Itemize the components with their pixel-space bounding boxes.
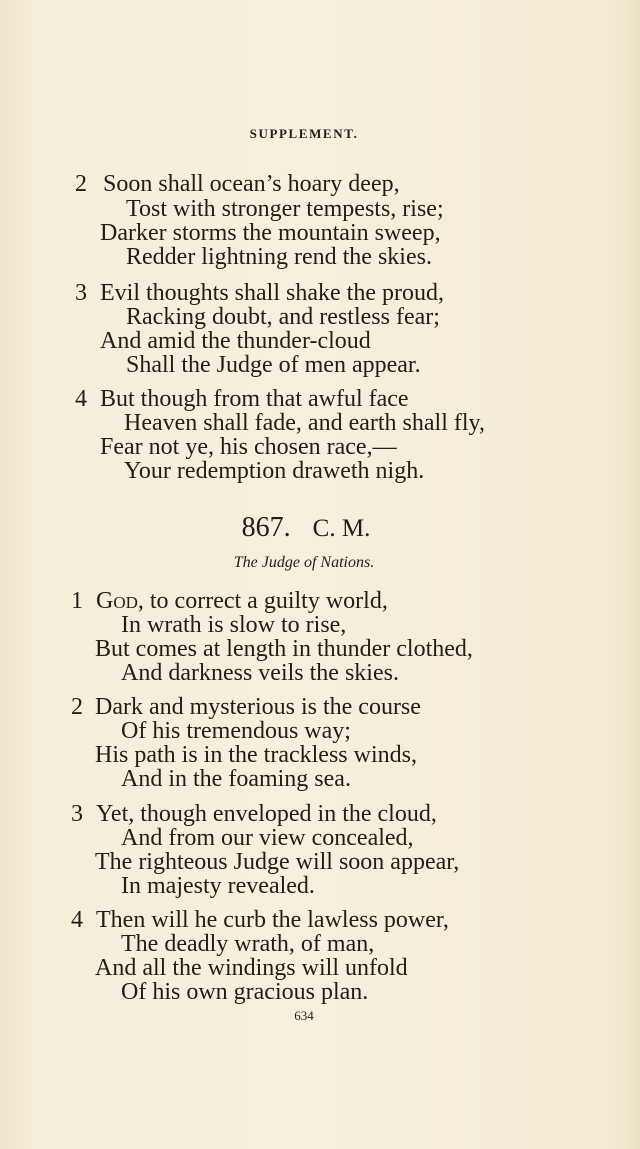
verse-line: But though from that awful face — [100, 386, 409, 412]
verse-line: Dark and mysterious is the course — [95, 694, 421, 720]
page-number: 634 — [294, 1008, 314, 1023]
verse-line: And all the windings will unfold — [95, 955, 408, 981]
verse-line: Racking doubt, and restless fear; — [126, 304, 440, 330]
verse-number: 4 — [71, 907, 83, 933]
first-word-smallcaps: God — [96, 588, 138, 614]
verse-line: And darkness veils the skies. — [121, 660, 399, 686]
verse-line: The deadly wrath, of man, — [121, 931, 375, 957]
verse-line: Darker storms the mountain sweep, — [100, 220, 441, 246]
verse-line: Heaven shall fade, and earth shall fly, — [124, 410, 485, 436]
verse-line-rest: , to correct a guilty world, — [137, 588, 388, 614]
verse-line: Yet, though enveloped in the cloud, — [96, 801, 437, 827]
verse-number: 2 — [75, 171, 87, 197]
hymn-heading — [0, 511, 626, 546]
verse-line: But comes at length in thunder clothed, — [95, 636, 473, 662]
verse-line: Fear not ye, his chosen race,— — [100, 434, 397, 460]
verse-line: The righteous Judge will soon appear, — [95, 849, 460, 875]
verse-line: And in the foaming sea. — [121, 766, 351, 792]
verse-line: His path is in the trackless winds, — [95, 742, 417, 768]
verse-line: Your redemption draweth nigh. — [124, 458, 425, 484]
verse-line: And amid the thunder-cloud — [100, 328, 371, 354]
verse-line: Then will he curb the lawless power, — [96, 907, 449, 933]
verse-line: Redder lightning rend the skies. — [126, 244, 432, 270]
verse-line: Soon shall ocean’s hoary deep, — [103, 171, 400, 197]
hymn-title: The Judge of Nations. — [233, 554, 375, 571]
verse-number: 4 — [75, 386, 87, 412]
running-head: SUPPLEMENT. — [249, 126, 359, 141]
hymn-meter: C. M. — [312, 515, 371, 542]
verse-line: Evil thoughts shall shake the proud, — [100, 280, 444, 306]
verse-line: Of his tremendous way; — [121, 718, 351, 744]
verse-line: In majesty revealed. — [121, 873, 315, 899]
verse-number: 2 — [71, 694, 83, 720]
verse-line: Shall the Judge of men appear. — [126, 352, 421, 378]
verse-line: Of his own gracious plan. — [121, 979, 369, 1005]
hymn-number: 867. — [241, 512, 291, 543]
verse-line: Tost with stronger tempests, rise; — [126, 196, 444, 222]
verse-number: 3 — [75, 280, 87, 306]
verse-number: 3 — [71, 801, 83, 827]
verse-line: And from our view concealed, — [121, 825, 414, 851]
verse-number: 1 — [71, 588, 83, 614]
verse-line: In wrath is slow to rise, — [121, 612, 347, 638]
